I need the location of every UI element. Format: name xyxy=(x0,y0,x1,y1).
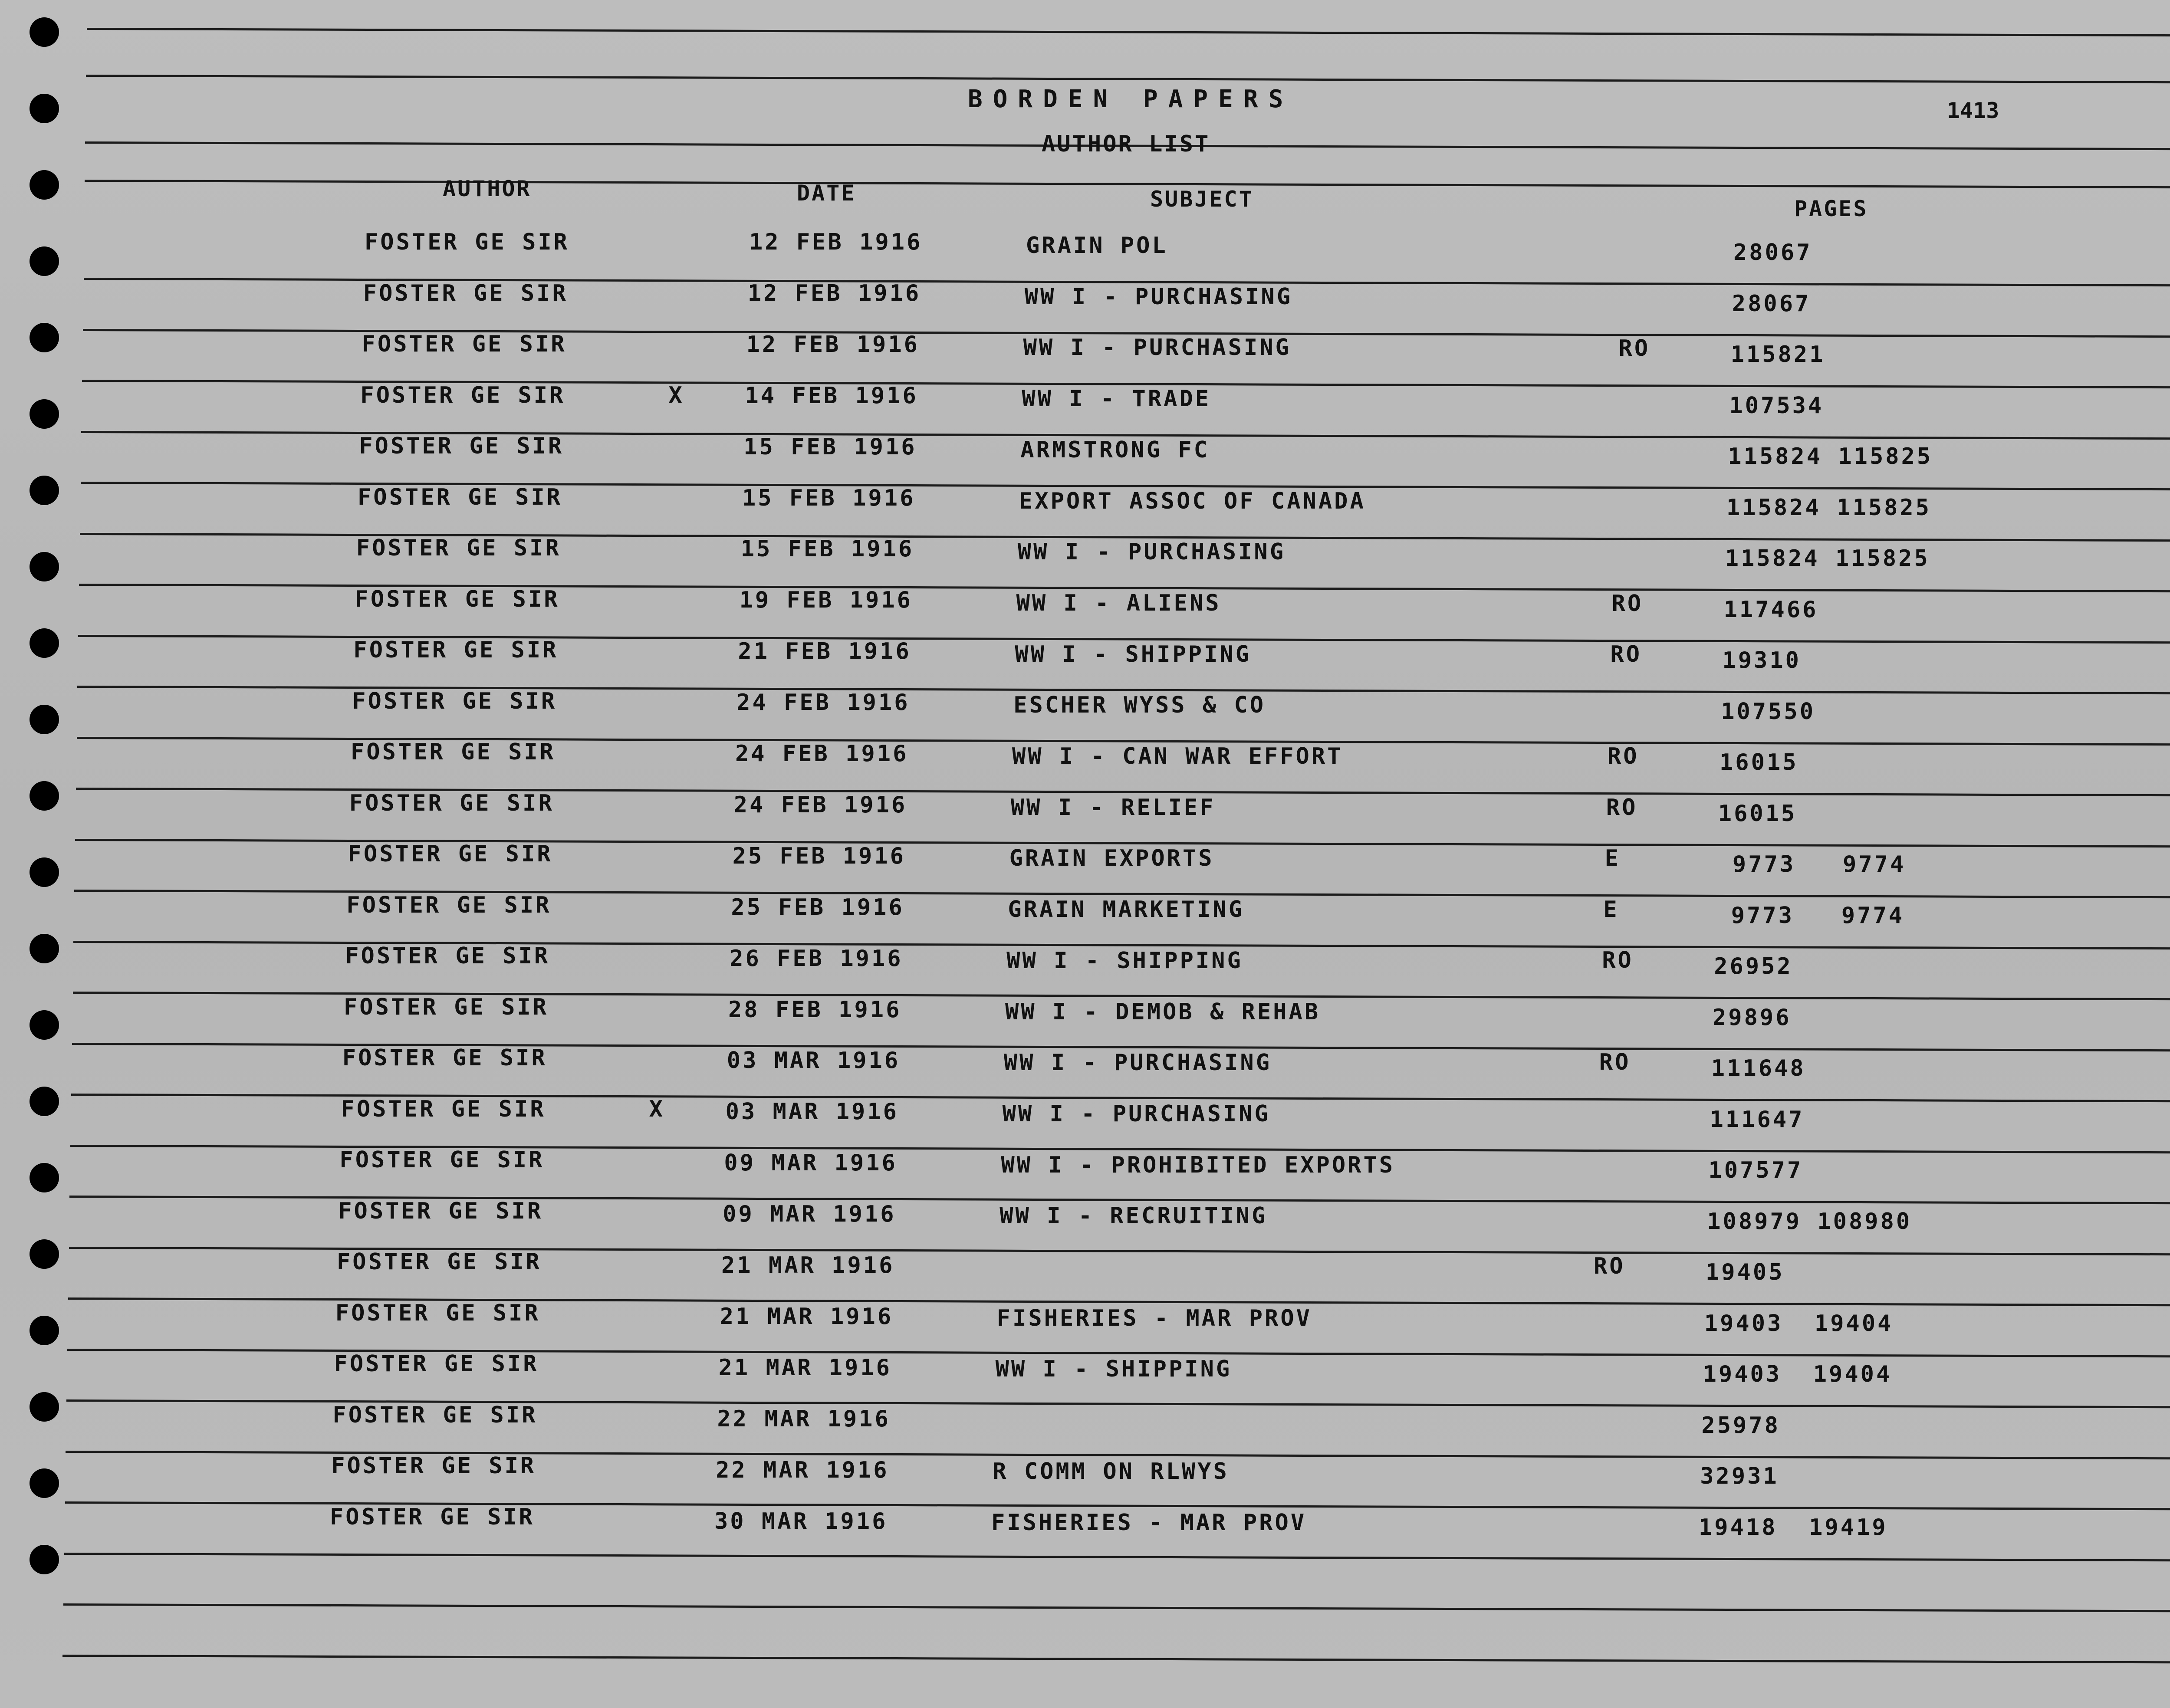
row-date: 21 MAR 1916 xyxy=(718,1354,892,1381)
row-pages: 115824 115825 xyxy=(1728,443,1933,470)
page-number: 1413 xyxy=(1947,98,1999,123)
row-flag: RO xyxy=(1599,1049,1631,1075)
row-author: FOSTER GE SIR xyxy=(363,280,568,306)
row-pages: 19405 xyxy=(1706,1259,1785,1285)
row-subject: WW I - DEMOB & REHAB xyxy=(1005,999,1321,1025)
row-author: FOSTER GE SIR xyxy=(338,1198,543,1224)
rule-line xyxy=(62,1655,2170,1664)
row-author: FOSTER GE SIR xyxy=(356,535,561,561)
table-row xyxy=(0,790,2170,838)
column-header-author: AUTHOR xyxy=(443,176,532,201)
table-row xyxy=(0,484,2170,532)
row-pages: 28067 xyxy=(1733,240,1812,266)
row-flag: E xyxy=(1603,896,1619,923)
rule-line xyxy=(63,1603,2170,1613)
table-row xyxy=(0,535,2170,583)
row-pages: 107577 xyxy=(1708,1157,1803,1183)
table-row xyxy=(0,586,2170,634)
row-date: 12 FEB 1916 xyxy=(747,280,921,306)
row-pages: 19418 19419 xyxy=(1699,1514,1888,1540)
table-row xyxy=(0,841,2170,889)
row-subject: WW I - SHIPPING xyxy=(1015,641,1252,667)
document-subtitle: AUTHOR LIST xyxy=(1042,131,1210,157)
row-pages: 25978 xyxy=(1701,1412,1780,1439)
row-pages: 115821 xyxy=(1730,342,1825,368)
row-pages: 9773 9774 xyxy=(1716,851,1906,877)
table-row xyxy=(0,943,2170,991)
row-flag: E xyxy=(1604,845,1621,871)
row-pages: 32931 xyxy=(1700,1463,1779,1489)
row-subject: GRAIN EXPORTS xyxy=(1009,845,1214,872)
rule-line xyxy=(64,1553,2170,1562)
row-author: FOSTER GE SIR xyxy=(335,1300,540,1326)
table-row xyxy=(0,688,2170,736)
row-subject: FISHERIES - MAR PROV xyxy=(996,1305,1312,1331)
row-date: 24 FEB 1916 xyxy=(736,690,910,716)
row-date: 09 MAR 1916 xyxy=(723,1201,896,1228)
row-date: 21 MAR 1916 xyxy=(720,1303,894,1330)
row-subject: GRAIN POL xyxy=(1026,233,1168,259)
row-date: 15 FEB 1916 xyxy=(742,485,916,511)
row-date: 22 MAR 1916 xyxy=(717,1406,891,1432)
row-pages: 26952 xyxy=(1714,953,1793,979)
row-pages: 111647 xyxy=(1710,1106,1805,1133)
table-row xyxy=(0,1504,2170,1552)
row-flag: RO xyxy=(1618,335,1651,361)
row-author: FOSTER GE SIR xyxy=(365,229,569,255)
row-flag: RO xyxy=(1611,590,1644,617)
row-date: 21 FEB 1916 xyxy=(738,638,911,665)
row-marker: X xyxy=(649,1096,665,1122)
table-row xyxy=(0,892,2170,940)
column-header-pages: PAGES xyxy=(1794,196,1868,221)
table-row xyxy=(0,1147,2170,1195)
row-pages: 29896 xyxy=(1713,1004,1792,1031)
table-row xyxy=(0,280,2170,328)
row-author: FOSTER GE SIR xyxy=(355,586,560,612)
row-author: FOSTER GE SIR xyxy=(348,841,553,867)
table-row xyxy=(0,1249,2170,1297)
row-subject: ARMSTRONG FC xyxy=(1020,437,1210,463)
row-date: 26 FEB 1916 xyxy=(730,945,903,972)
row-subject: WW I - PURCHASING xyxy=(1002,1100,1270,1127)
row-author: FOSTER GE SIR xyxy=(330,1504,535,1530)
rule-line xyxy=(85,180,2170,189)
rule-line xyxy=(86,75,2170,84)
row-date: 28 FEB 1916 xyxy=(728,996,902,1023)
row-subject: WW I - RECRUITING xyxy=(1000,1203,1268,1229)
row-date: 30 MAR 1916 xyxy=(714,1508,888,1534)
feed-hole xyxy=(30,94,59,123)
column-header-date: DATE xyxy=(797,181,856,206)
row-date: 25 FEB 1916 xyxy=(732,843,906,869)
row-author: FOSTER GE SIR xyxy=(362,331,567,357)
row-date: 03 MAR 1916 xyxy=(727,1048,901,1074)
row-date: 24 FEB 1916 xyxy=(735,741,909,767)
row-date: 09 MAR 1916 xyxy=(724,1150,898,1176)
row-subject: WW I - PURCHASING xyxy=(1023,335,1291,361)
row-flag: RO xyxy=(1610,641,1642,667)
row-subject: GRAIN MARKETING xyxy=(1008,897,1245,923)
row-subject: WW I - SHIPPING xyxy=(1006,947,1243,974)
row-date: 12 FEB 1916 xyxy=(746,331,920,358)
row-author: FOSTER GE SIR xyxy=(358,484,562,510)
row-author: FOSTER GE SIR xyxy=(345,943,550,969)
row-subject: WW I - SHIPPING xyxy=(995,1356,1232,1383)
table-row xyxy=(0,739,2170,787)
table-row xyxy=(0,229,2170,277)
row-author: FOSTER GE SIR xyxy=(334,1351,539,1377)
row-author: FOSTER GE SIR xyxy=(359,433,564,459)
row-pages: 19403 19404 xyxy=(1703,1361,1892,1387)
row-author: FOSTER GE SIR xyxy=(351,739,556,765)
row-date: 19 FEB 1916 xyxy=(739,587,913,614)
table-row xyxy=(0,1453,2170,1501)
row-date: 03 MAR 1916 xyxy=(725,1099,899,1125)
row-pages: 108979 108980 xyxy=(1707,1208,1912,1235)
row-subject: WW I - PROHIBITED EXPORTS xyxy=(1001,1152,1395,1178)
row-author: FOSTER GE SIR xyxy=(339,1147,545,1173)
row-date: 14 FEB 1916 xyxy=(745,382,918,409)
row-flag: RO xyxy=(1606,794,1638,821)
row-subject: WW I - PURCHASING xyxy=(1017,539,1286,565)
row-date: 22 MAR 1916 xyxy=(716,1457,889,1483)
table-row xyxy=(0,1300,2170,1348)
row-subject: WW I - RELIEF xyxy=(1010,794,1216,821)
row-author: FOSTER GE SIR xyxy=(352,688,557,714)
row-subject: WW I - PURCHASING xyxy=(1003,1050,1272,1076)
row-date: 21 MAR 1916 xyxy=(721,1252,895,1278)
row-date: 12 FEB 1916 xyxy=(749,229,923,255)
row-pages: 16015 xyxy=(1720,749,1798,775)
row-pages: 19403 19404 xyxy=(1704,1310,1894,1337)
table-row xyxy=(0,637,2170,685)
row-flag: RO xyxy=(1608,743,1639,769)
rule-line xyxy=(87,28,2170,37)
row-subject: WW I - PURCHASING xyxy=(1024,283,1293,310)
row-pages: 115824 115825 xyxy=(1725,545,1930,572)
row-author: FOSTER GE SIR xyxy=(349,790,554,816)
row-subject: WW I - CAN WAR EFFORT xyxy=(1012,743,1343,769)
row-flag: RO xyxy=(1594,1253,1625,1279)
table-row xyxy=(0,382,2170,430)
row-pages: 16015 xyxy=(1718,800,1797,827)
column-header-subject: SUBJECT xyxy=(1150,187,1254,212)
table-row xyxy=(0,1351,2170,1399)
table-row xyxy=(0,1045,2170,1093)
row-flag: RO xyxy=(1602,947,1634,973)
table-row xyxy=(0,1096,2170,1144)
row-author: FOSTER GE SIR xyxy=(344,994,549,1020)
row-subject: ESCHER WYSS & CO xyxy=(1013,692,1266,719)
row-author: FOSTER GE SIR xyxy=(331,1453,536,1479)
feed-hole xyxy=(30,17,59,47)
table-row xyxy=(0,1198,2170,1246)
row-author: FOSTER GE SIR xyxy=(346,892,552,918)
row-author: FOSTER GE SIR xyxy=(341,1096,546,1122)
row-subject: WW I - TRADE xyxy=(1022,386,1211,412)
row-author: FOSTER GE SIR xyxy=(342,1045,547,1071)
table-row xyxy=(0,433,2170,481)
row-pages: 107534 xyxy=(1729,392,1824,419)
row-date: 24 FEB 1916 xyxy=(733,792,907,818)
row-author: FOSTER GE SIR xyxy=(360,382,566,408)
row-subject: EXPORT ASSOC OF CANADA xyxy=(1019,488,1366,514)
row-pages: 9773 9774 xyxy=(1715,902,1905,929)
table-row xyxy=(0,994,2170,1042)
row-date: 15 FEB 1916 xyxy=(740,536,914,562)
row-subject: WW I - ALIENS xyxy=(1016,590,1221,616)
row-pages: 117466 xyxy=(1723,596,1818,623)
row-date: 15 FEB 1916 xyxy=(743,434,917,460)
row-pages: 111648 xyxy=(1711,1055,1806,1081)
row-author: FOSTER GE SIR xyxy=(332,1402,538,1428)
row-pages: 115824 115825 xyxy=(1726,494,1931,521)
document-title: BORDEN PAPERS xyxy=(968,85,1294,113)
row-date: 25 FEB 1916 xyxy=(731,894,904,920)
row-pages: 107550 xyxy=(1721,698,1816,725)
row-author: FOSTER GE SIR xyxy=(337,1249,542,1275)
row-author: FOSTER GE SIR xyxy=(353,637,559,663)
row-subject: R COMM ON RLWYS xyxy=(993,1458,1229,1485)
row-pages: 19310 xyxy=(1722,647,1801,673)
row-marker: X xyxy=(668,382,684,408)
table-row xyxy=(0,331,2170,379)
row-subject: FISHERIES - MAR PROV xyxy=(991,1509,1307,1536)
feed-hole xyxy=(30,170,59,200)
table-row xyxy=(0,1402,2170,1450)
row-pages: 28067 xyxy=(1732,290,1811,317)
